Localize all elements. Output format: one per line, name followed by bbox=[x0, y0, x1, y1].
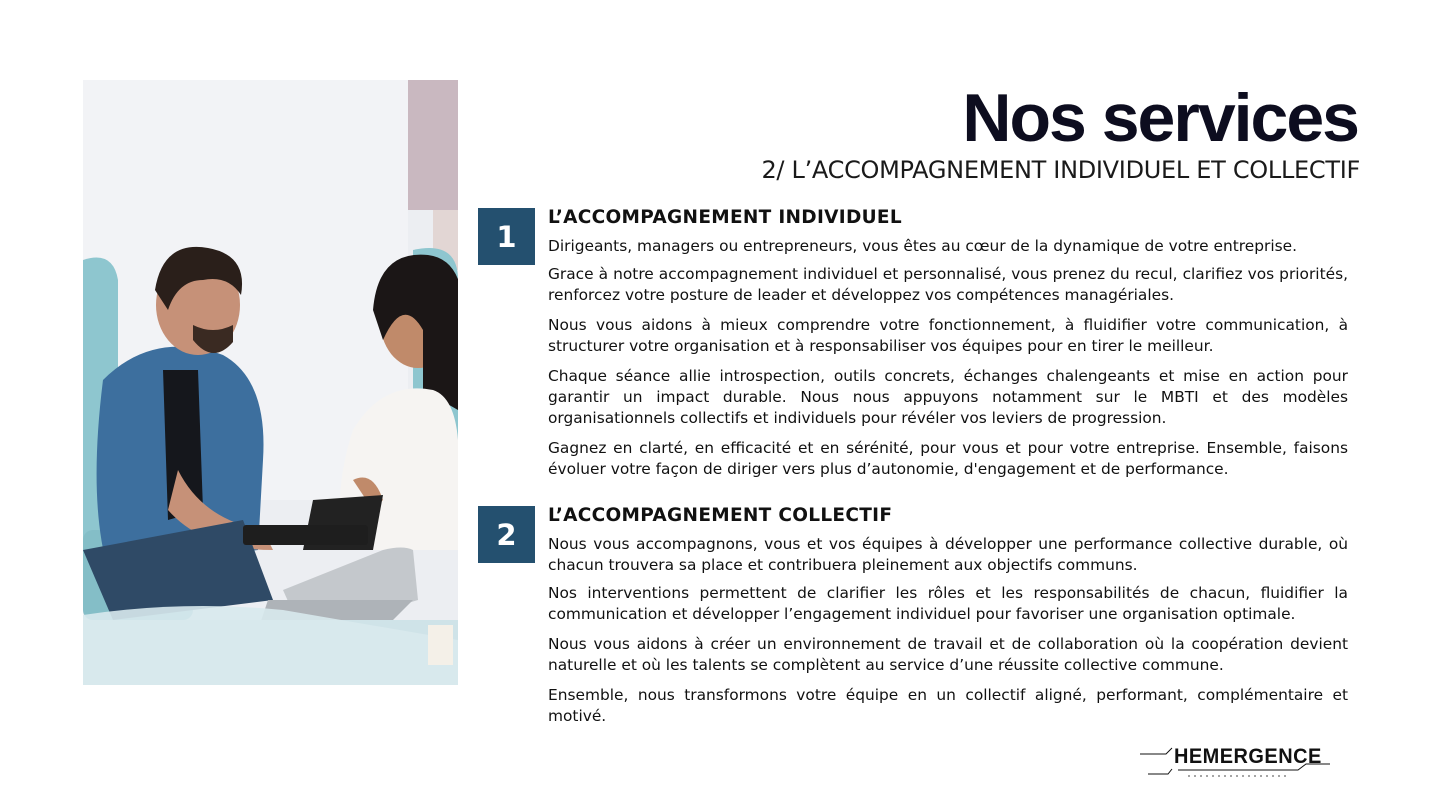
paragraph: Nous vous accompagnons, vous et vos équipes à développer une performance collective durable, où chacun trouvera sa place et contribuera pleinement aux objectifs communs. bbox=[548, 535, 1348, 574]
paragraph: Chaque séance allie introspection, outils concrets, échanges chalengeants et mise en action pour garantir un impact durable. Nous nous appuyons notamment sur le MBTI et des modèles organisationnels collectifs et individuels pour révéler vos leviers de progression. bbox=[548, 367, 1348, 427]
page-title: Nos services bbox=[962, 80, 1358, 156]
hemergence-logo bbox=[1138, 740, 1333, 782]
paragraph: Nos interventions permettent de clarifier les rôles et les responsabilités de chacun, fluidifier la communication et développer l’engagement individuel pour favoriser une organisation optimale. bbox=[548, 584, 1348, 623]
section-number-badge: 1 bbox=[478, 208, 535, 265]
paragraph: Nous vous aidons à créer un environnement de travail et de collaboration où la coopération devient naturelle et où les talents se complètent au service d’une réussite collective commune. bbox=[548, 635, 1348, 674]
section-individuel bbox=[548, 207, 1348, 489]
section-collectif bbox=[548, 505, 1348, 736]
paragraph: Gagnez en clarté, en efficacité et en sérénité, pour vous et pour votre entreprise. Ensemble, faisons évoluer votre façon de diriger vers plus d’autonomie, d'engagement et de performance. bbox=[548, 439, 1348, 478]
section-heading: L’ACCOMPAGNEMENT COLLECTIF bbox=[548, 505, 893, 526]
section-heading: L’ACCOMPAGNEMENT INDIVIDUEL bbox=[548, 207, 902, 228]
section-number-badge: 2 bbox=[478, 506, 535, 563]
paragraph: Nous vous aidons à mieux comprendre votre fonctionnement, à fluidifier votre communication, à structurer votre organisation et à responsabiliser vos équipes pour en tirer le meilleur. bbox=[548, 316, 1348, 355]
paragraph: Grace à notre accompagnement individuel et personnalisé, vous prenez du recul, clarifiez vos priorités, renforcez votre posture de leader et développez vos compétences managériales. bbox=[548, 265, 1348, 304]
people-meeting-photo bbox=[83, 80, 458, 685]
paragraph: Ensemble, nous transformons votre équipe en un collectif aligné, performant, complémentaire et motivé. bbox=[548, 686, 1348, 725]
paragraph: Dirigeants, managers ou entrepreneurs, vous êtes au cœur de la dynamique de votre entreprise. bbox=[548, 237, 1297, 255]
page-subtitle: 2/ L’ACCOMPAGNEMENT INDIVIDUEL ET COLLECTIF bbox=[761, 156, 1360, 184]
logo-text: HEMERGENCE bbox=[1174, 745, 1322, 768]
